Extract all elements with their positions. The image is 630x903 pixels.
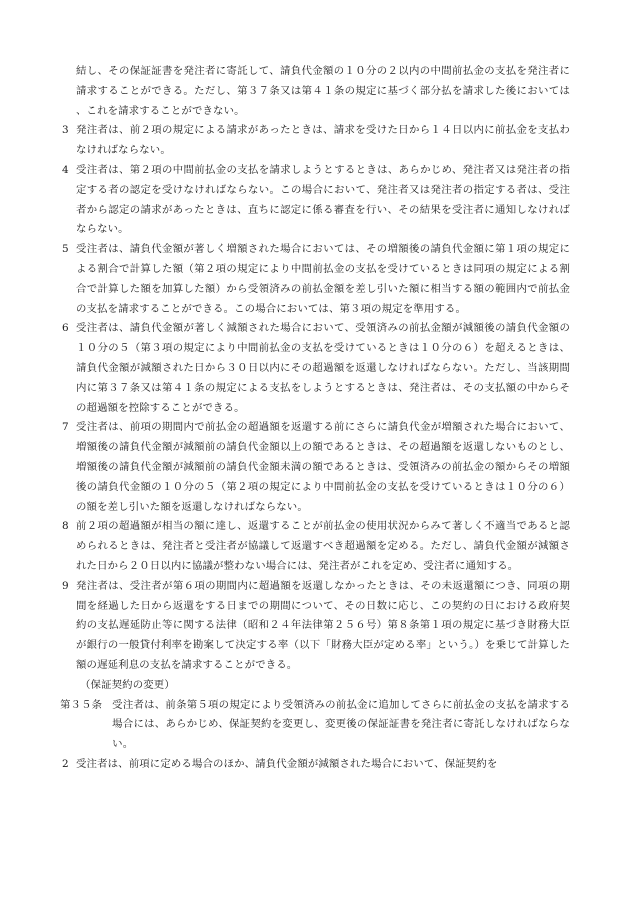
clause-5 (62, 240, 570, 319)
clause-text: 発注者は、受注者が第６項の期間内に超過額を返還しなかったときは、その未返還額につき、同項の期間を経過した日から返還をする日までの期間について、その日数に応じ、この契約の日における政府契約の支払遅延防止等に関する法律（昭和２４年法律第２５６号）第８条第１項の規定に基づき財務大臣が銀行の一般貸付利率を勘案して決定する率（以下「財務大臣が定める率」という。）を乗じて計算した額の遅延利息の支払を請求することができる。 (76, 579, 570, 671)
continuation-paragraph: 結し、その保証証書を発注者に寄託して、請負代金額の１０分の２以内の中間前払金の支払を発注者に請求することができる。ただし、第３７条又は第４１条の規定に基づく部分払を請求した後においては、これを請求することができない。 (76, 65, 570, 117)
clause-9 (62, 577, 570, 676)
clause-8 (62, 517, 570, 576)
article-text: 受注者は、前条第５項の規定により受領済みの前払金に追加してさらに前払金の支払を請求する場合には、あらかじめ、保証契約を変更し、変更後の保証証書を発注者に寄託しなければならない。 (112, 698, 570, 751)
clause-text: 前２項の超過額が相当の額に達し、返還することが前払金の使用状況からみて著しく不適当であると認められるときは、発注者と受注者が協議して返還すべき超過額を定める。ただし、請負代金額が減額された日から２０日以内に協議が整わない場合には、発注者がこれを定め、受注者に通知する。 (76, 520, 570, 572)
clause-text: 受注者は、請負代金額が著しく増額された場合においては、その増額後の請負代金額に第１項の規定による割合で計算した額（第２項の規定により中間前払金の支払を受けているときは同項の規定による割合で計算した額を加算した額）から受領済みの前払金額を差し引いた額に相当する額の範囲内で前払金の支払を請求することができる。この場合においては、第３項の規定を準用する。 (76, 243, 570, 315)
clause-4 (62, 161, 570, 240)
clause-number: 3 (62, 124, 69, 137)
clause-text: 受注者は、前項の期間内で前払金の超過額を返還する前にさらに請負代金が増額された場合において、増額後の請負代金額が減額前の請負代金額以上の額であるときは、その超過額を返還しないものとし、増額後の請負代金額が減額前の請負代金額未満の額であるときは、受領済みの前払金の額からその増額後の請負代金額の１０分の５（第２項の規定により中間前払金の支払を受けているときは１０分の６）の額を差し引いた額を返還しなければならない。 (76, 421, 570, 513)
article-number: 第３５条 (60, 698, 103, 711)
clause-7 (62, 418, 570, 517)
clause-number: 2 (62, 757, 69, 770)
article-35-clause-2 (62, 755, 570, 775)
clause-number: 4 (62, 163, 69, 176)
clause-number: 7 (62, 421, 69, 434)
clause-number: 6 (62, 322, 69, 335)
clause-number: 8 (62, 520, 69, 533)
clause-text: 受注者は、前項に定める場合のほか、請負代金額が減額された場合において、保証契約を (76, 757, 498, 770)
clause-text: 発注者は、前２項の規定による請求があったときは、請求を受けた日から１４日以内に前払金を支払わなければならない。 (76, 124, 570, 157)
clause-text: 受注者は、請負代金額が著しく減額された場合において、受領済みの前払金額が減額後の請負代金額の１０分の５（第３項の規定により中間前払金の支払を受けているときは１０分の６）を超えるときは、請負代金額が減額された日から３０日以内にその超過額を返還しなければならない。ただし、当該期間内に第３７条又は第４１条の規定による支払をしようとするときは、発注者は、その支払額の中からその超過額を控除することができる。 (76, 322, 570, 414)
clause-text: 受注者は、第２項の中間前払金の支払を請求しようとするときは、あらかじめ、発注者又は発注者の指定する者の認定を受けなければならない。この場合において、発注者又は発注者の指定する者は、受注者から認定の請求があったときは、直ちに認定に係る審査を行い、その結果を受注者に通知しなければならない。 (76, 163, 570, 236)
clause-6 (62, 319, 570, 418)
document-page (62, 62, 570, 775)
article-heading: （保証契約の変更） (80, 678, 175, 691)
clause-number: 9 (62, 579, 69, 592)
clause-3 (62, 121, 570, 161)
article-35 (60, 696, 570, 755)
clause-number: 5 (62, 243, 69, 256)
